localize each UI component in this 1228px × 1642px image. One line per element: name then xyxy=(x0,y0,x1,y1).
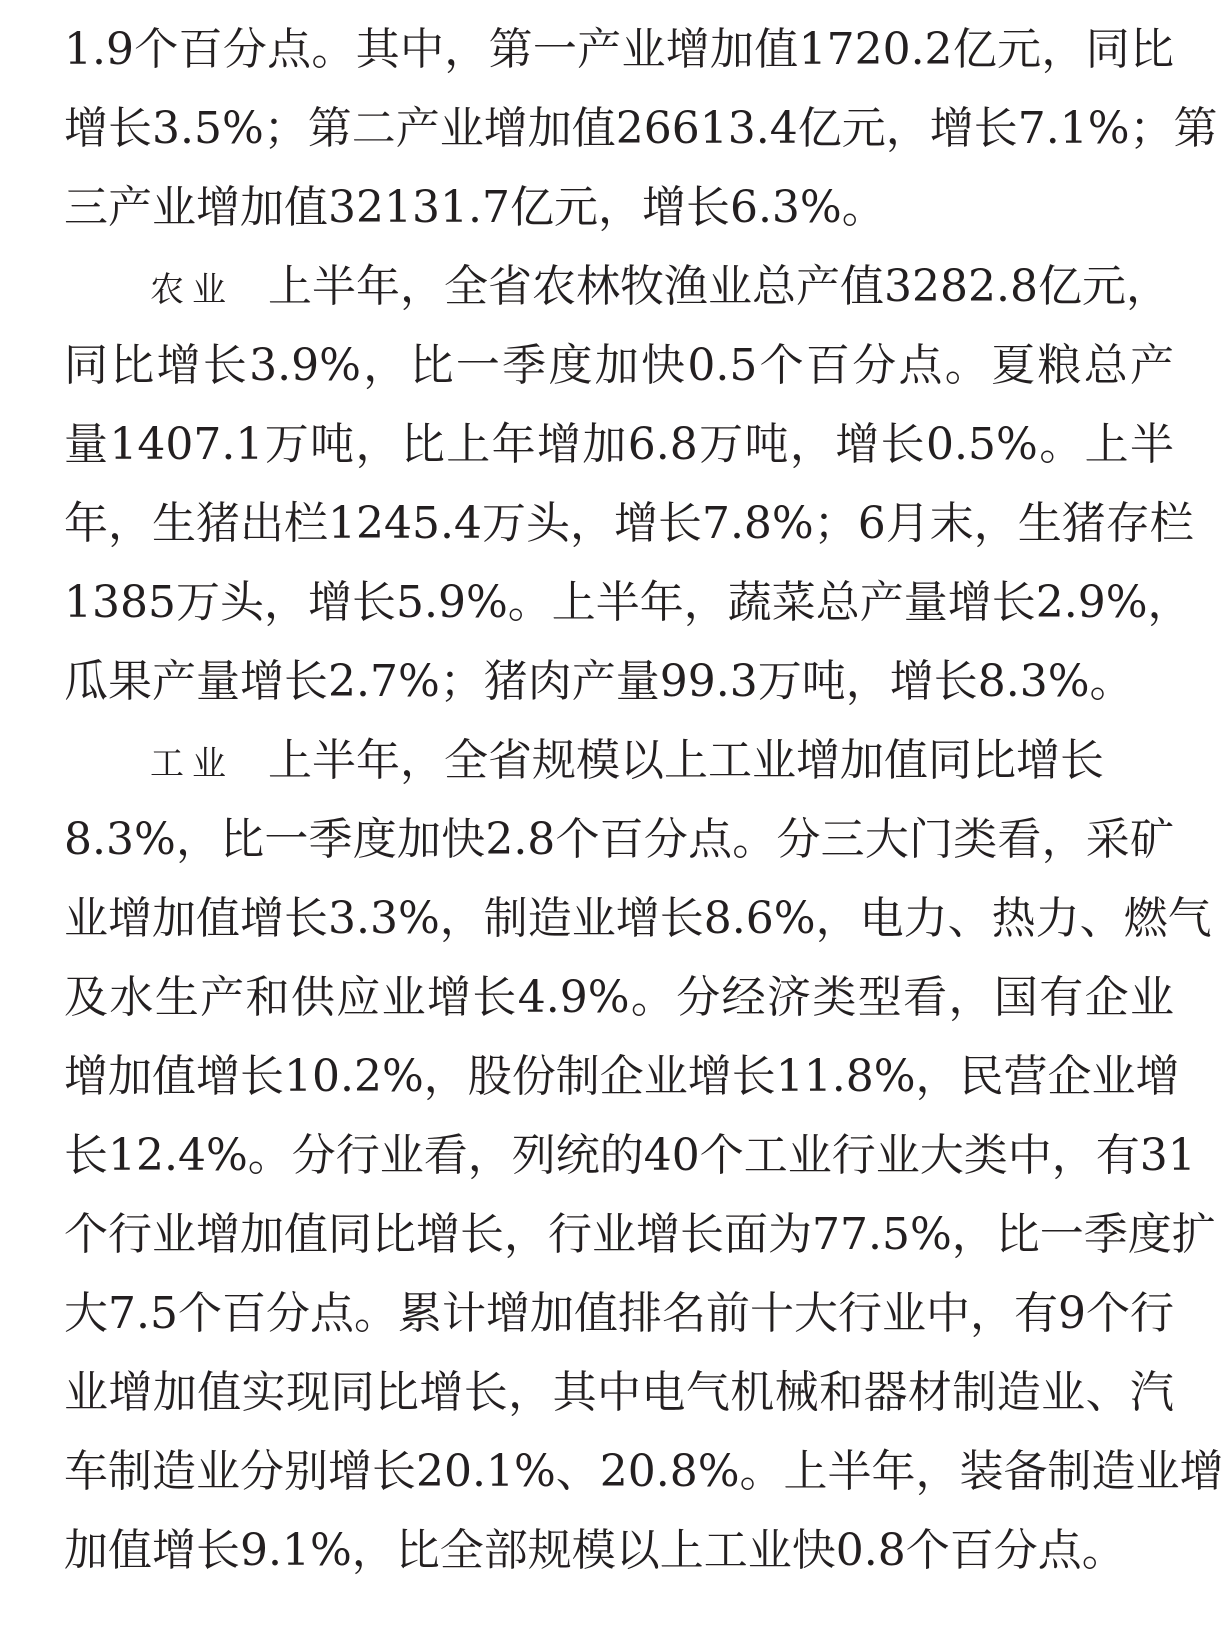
industry-heading: 工业 xyxy=(150,744,234,784)
text-line-9: 瓜果产量增长2.7%；猪肉产量99.3万吨，增长8.3%。 xyxy=(64,656,1134,707)
text-line-16: 个行业增加值同比增长，行业增长面为77.5%，比一季度扩 xyxy=(64,1209,1216,1260)
text-line-19: 车制造业分别增长20.1%、20.8%。上半年，装备制造业增 xyxy=(64,1446,1224,1497)
text-line-15: 长12.4%。分行业看，列统的40个工业行业大类中，有31 xyxy=(64,1130,1196,1181)
text-line-2: 增长3.5%；第二产业增加值26613.4亿元，增长7.1%；第 xyxy=(64,103,1218,154)
text-line-14: 增加值增长10.2%，股份制企业增长11.8%，民营企业增 xyxy=(64,1051,1180,1102)
text-line-13: 及水生产和供应业增长4.9%。分经济类型看，国有企业 xyxy=(64,972,1174,1023)
text-line-17: 大7.5个百分点。累计增加值排名前十大行业中，有9个行 xyxy=(64,1288,1174,1339)
agriculture-heading: 农业 xyxy=(150,270,234,310)
text-line-18: 业增加值实现同比增长，其中电气机械和器材制造业、汽 xyxy=(64,1367,1174,1418)
text-line-6: 量1407.1万吨，比上年增加6.8万吨，增长0.5%。上半 xyxy=(64,419,1174,470)
text-line-4: 上半年，全省农林牧渔业总产值3282.8亿元， xyxy=(268,261,1170,312)
text-line-20: 加值增长9.1%，比全部规模以上工业快0.8个百分点。 xyxy=(64,1525,1126,1576)
text-line-1: 1.9个百分点。其中，第一产业增加值1720.2亿元，同比 xyxy=(64,24,1174,75)
text-line-11: 8.3%，比一季度加快2.8个百分点。分三大门类看，采矿 xyxy=(64,814,1174,865)
text-line-7: 年，生猪出栏1245.4万头，增长7.8%；6月末，生猪存栏 xyxy=(64,498,1194,549)
text-line-10: 上半年，全省规模以上工业增加值同比增长 xyxy=(268,735,1104,786)
text-line-12: 业增加值增长3.3%，制造业增长8.6%，电力、热力、燃气 xyxy=(64,893,1212,944)
text-line-3: 三产业增加值32131.7亿元，增长6.3%。 xyxy=(64,182,886,233)
text-line-5: 同比增长3.9%，比一季度加快0.5个百分点。夏粮总产 xyxy=(64,340,1174,391)
agriculture-first-line xyxy=(150,257,1174,317)
industry-first-line xyxy=(150,731,1174,791)
text-line-8: 1385万头，增长5.9%。上半年，蔬菜总产量增长2.9%， xyxy=(64,577,1192,628)
